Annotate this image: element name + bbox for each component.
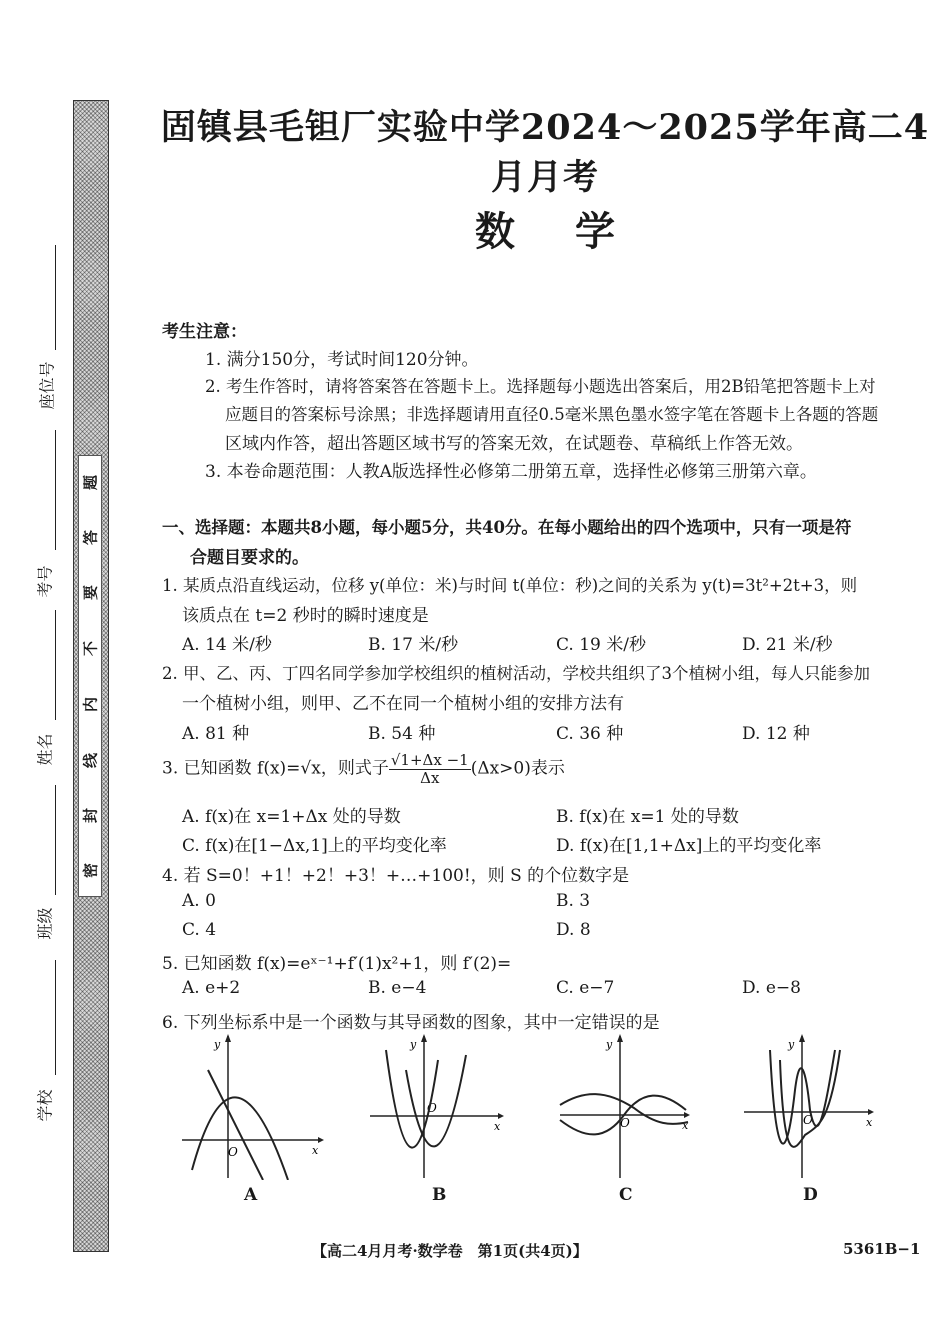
seal-char: 内 — [81, 697, 100, 713]
question-2-stem: 2. 甲、乙、丙、丁四名同学参加学校组织的植树活动，学校共组织了3个植树小组，每人只能参加 — [162, 664, 870, 683]
question-6-stem: 6. 下列坐标系中是一个函数与其导函数的图象，其中一定错误的是 — [162, 1013, 660, 1033]
graph-a-origin: O — [228, 1145, 238, 1159]
school-label: 学校 — [35, 1089, 55, 1122]
seat-number-label: 座位号 — [37, 361, 57, 410]
graph-a — [178, 1030, 328, 1180]
graph-d-y-label: y — [788, 1038, 795, 1051]
graph-c-x-label: x — [682, 1119, 689, 1132]
paper-code: 5361B−1 — [843, 1240, 921, 1258]
question-5-option-d: D. e−8 — [742, 978, 801, 998]
name-label: 姓名 — [35, 733, 55, 766]
graph-d-origin: O — [803, 1113, 813, 1127]
seal-char: 线 — [81, 753, 100, 769]
question-4-stem: 4. 若 S=0！+1！+2！+3！+…+100!，则 S 的个位数字是 — [162, 866, 630, 886]
name-line — [55, 610, 56, 720]
seal-char: 密 — [81, 863, 100, 879]
question-2-option-a: A. 81 种 — [182, 724, 250, 744]
question-4-option-a: A. 0 — [182, 891, 216, 911]
section-heading-cont: 合题目要求的。 — [190, 548, 309, 568]
graph-a-x-label: x — [312, 1144, 319, 1157]
question-3-fraction — [389, 752, 471, 786]
graph-b-label: B — [432, 1185, 447, 1205]
graph-d-x-label: x — [866, 1116, 873, 1129]
question-4-option-c: C. 4 — [182, 920, 217, 940]
class-line — [55, 785, 56, 895]
notice-item: 1. 满分150分，考试时间120分钟。 — [205, 350, 479, 370]
question-1-option-b: B. 17 米/秒 — [368, 635, 459, 655]
notice-heading: 考生注意： — [162, 322, 247, 342]
question-3-stem — [162, 752, 565, 786]
question-1-option-c: C. 19 米/秒 — [556, 635, 646, 655]
seal-char: 答 — [81, 530, 100, 546]
seat-number-line — [55, 245, 56, 350]
graph-b-x-label: x — [494, 1120, 501, 1133]
question-3-option-b: B. f(x)在 x=1 处的导数 — [556, 807, 739, 827]
question-1-option-d: D. 21 米/秒 — [742, 635, 833, 655]
graph-b-origin: O — [427, 1101, 437, 1115]
fraction-denominator: Δx — [420, 768, 440, 787]
graph-b-y-label: y — [410, 1038, 417, 1051]
seal-char: 要 — [81, 585, 100, 601]
seal-char: 封 — [81, 808, 100, 824]
question-4-option-d: D. 8 — [556, 920, 591, 940]
question-2-option-c: C. 36 种 — [556, 724, 624, 744]
graph-c-y-label: y — [606, 1038, 613, 1051]
graph-b — [366, 1030, 516, 1180]
question-1-stem: 1. 某质点沿直线运动，位移 y(单位：米)与时间 t(单位：秒)之间的关系为 y(t)=3t²+2t+3，则 — [162, 576, 858, 595]
graph-c — [556, 1030, 706, 1180]
notice-item: 3. 本卷命题范围：人教A版选择性必修第二册第五章，选择性必修第三册第六章。 — [205, 462, 817, 482]
school-line — [55, 960, 56, 1075]
question-5-option-c: C. e−7 — [556, 978, 615, 998]
notice-item: 区域内作答，超出答题区域书写的答案无效，在试题卷、草稿纸上作答无效。 — [225, 434, 803, 454]
question-2-option-d: D. 12 种 — [742, 724, 810, 744]
question-3-option-d: D. f(x)在[1,1+Δx]上的平均变化率 — [556, 836, 822, 856]
question-3-suffix: (Δx>0)表示 — [470, 758, 565, 779]
graph-c-label: C — [619, 1185, 633, 1205]
graph-d — [740, 1030, 890, 1180]
question-5-stem: 5. 已知函数 f(x)=eˣ⁻¹+f′(1)x²+1，则 f′(2)= — [162, 954, 512, 974]
seal-char: 题 — [81, 475, 100, 491]
exam-title: 固镇县毛钽厂实验中学2024～2025学年高二4月月考 — [160, 107, 930, 198]
notice-item: 2. 考生作答时，请将答案答在答题卡上。选择题每小题选出答案后，用2B铅笔把答题卡上对 — [205, 377, 876, 396]
graph-d-label: D — [803, 1185, 818, 1205]
question-2-stem-cont: 一个植树小组，则甲、乙不在同一个植树小组的安排方法有 — [182, 694, 624, 714]
graph-a-y-label: y — [214, 1038, 221, 1051]
subject-title: 数学 — [475, 208, 675, 255]
exam-number-line — [55, 430, 56, 550]
section-heading: 一、选择题：本题共8小题，每小题5分，共40分。在每小题给出的四个选项中，只有一项是符 — [162, 518, 852, 537]
graph-a-label: A — [244, 1185, 258, 1205]
question-3-option-a: A. f(x)在 x=1+Δx 处的导数 — [182, 807, 401, 827]
notice-item: 应题目的答案标号涂黑；非选择题请用直径0.5毫米黑色墨水签字笔在答题卡上各题的答题 — [225, 405, 879, 424]
question-2-option-b: B. 54 种 — [368, 724, 436, 744]
class-label: 班级 — [35, 907, 55, 940]
seal-char: 不 — [81, 641, 100, 657]
graph-c-origin: O — [620, 1116, 630, 1130]
question-3-prefix: 3. 已知函数 f(x)=√x，则式子 — [162, 758, 389, 779]
seal-box — [78, 455, 102, 897]
question-1-stem-cont: 该质点在 t=2 秒时的瞬时速度是 — [182, 606, 429, 626]
question-1-option-a: A. 14 米/秒 — [182, 635, 272, 655]
exam-number-label: 考号 — [35, 565, 55, 598]
question-3-option-c: C. f(x)在[1−Δx,1]上的平均变化率 — [182, 836, 447, 856]
question-4-option-b: B. 3 — [556, 891, 591, 911]
page-footer: 【高二4月月考·数学卷 第1页(共4页)】 — [312, 1242, 588, 1260]
question-5-option-b: B. e−4 — [368, 978, 427, 998]
question-5-option-a: A. e+2 — [182, 978, 241, 998]
fraction-numerator: √1+Δx −1 — [390, 751, 469, 769]
